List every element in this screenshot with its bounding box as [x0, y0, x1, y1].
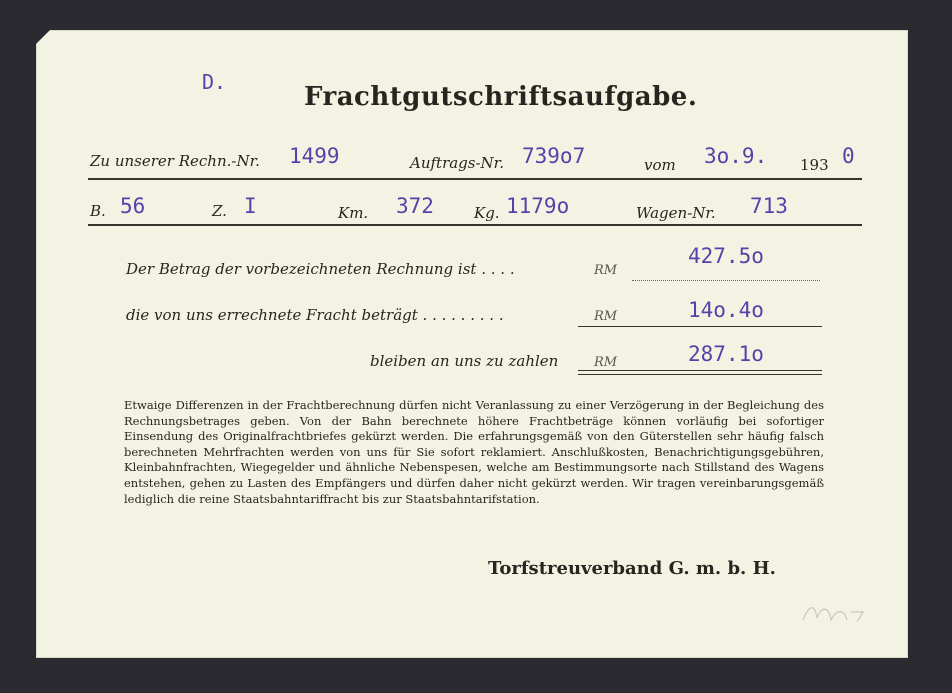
amount-row-invoice-line	[632, 280, 820, 281]
amount-row-invoice-label: Der Betrag der vorbezeichneten Rechnung ist . . . .	[126, 260, 515, 278]
label-km: Km.	[338, 204, 369, 222]
label-b: B.	[90, 202, 106, 220]
label-auftrags-nr: Auftrags-Nr.	[410, 154, 504, 172]
date-value: 3o.9.	[704, 144, 768, 168]
amount-row-balance-value: 287.1o	[688, 342, 764, 366]
amount-row-balance-line-1	[578, 370, 822, 371]
row2-rule	[88, 224, 862, 226]
year-prefix: 193	[800, 156, 829, 174]
kg-value: 1179o	[506, 194, 570, 218]
label-rechnung-nr: Zu unserer Rechn.-Nr.	[90, 152, 260, 170]
auftrags-nr-value: 739o7	[522, 144, 586, 168]
amount-row-balance-currency: RM	[594, 355, 618, 370]
wagen-nr-value: 713	[750, 194, 788, 218]
amount-row-invoice-value: 427.5o	[688, 244, 764, 268]
amount-row-freight-label: die von uns errechnete Fracht beträgt . . . . . . . . .	[126, 306, 504, 324]
amount-row-invoice-currency: RM	[594, 263, 618, 278]
terms-paragraph	[124, 398, 824, 507]
amount-row-balance-label: bleiben an uns zu zahlen	[370, 352, 559, 370]
row1-rule	[88, 178, 862, 180]
terms-text: Etwaige Differenzen in der Frachtberechnung dürfen nicht Veranlassung zu einer Verzögerung in der Begleichung des Rechnungsbetrages geben. Von der Bahn berechnete höhere Frachtbeträge können vorläufig bei sofortiger Einsendung des Originalfrachtbriefes gekürzt werden. Die erfahrungsgemäß von den Güterstellen sehr häufig falsch berechneten Mehrfrachten werden von uns für Sie sofort reklamiert. Anschlußkosten, Benachrichtigungsgebühren, Kleinbahnfrachten, Wiegegelder und ähnliche Nebenspesen, welche am Bestimmungsorte nach Stillstand des Wagens entstehen, gehen zu Lasten des Empfängers und dürfen daher nicht gekürzt werden. Wir tragen vereinbarungsgemäß lediglich die reine Staatsbahntariffracht bis zur Staatsbahntarifstation.	[124, 398, 824, 506]
label-wagen-nr: Wagen-Nr.	[636, 204, 716, 222]
b-value: 56	[120, 194, 146, 218]
document-title: Frachtgutschriftsaufgabe.	[304, 82, 698, 112]
company-signature: Torfstreuverband G. m. b. H.	[488, 558, 776, 579]
label-vom: vom	[644, 156, 676, 174]
z-value: I	[244, 194, 257, 218]
label-z: Z.	[212, 202, 227, 220]
amount-row-freight-value: 14o.4o	[688, 298, 764, 322]
amount-row-balance-line-2	[578, 374, 822, 375]
rechnung-nr-value: 1499	[289, 144, 340, 168]
year-suffix: 0	[842, 144, 855, 168]
km-value: 372	[396, 194, 434, 218]
amount-row-freight-line	[578, 326, 822, 327]
pencil-scribble-icon	[801, 598, 871, 628]
freight-credit-card	[36, 30, 908, 658]
label-kg: Kg.	[474, 204, 500, 222]
stamp-mark: D.	[202, 70, 227, 94]
amount-row-freight-currency: RM	[594, 309, 618, 324]
